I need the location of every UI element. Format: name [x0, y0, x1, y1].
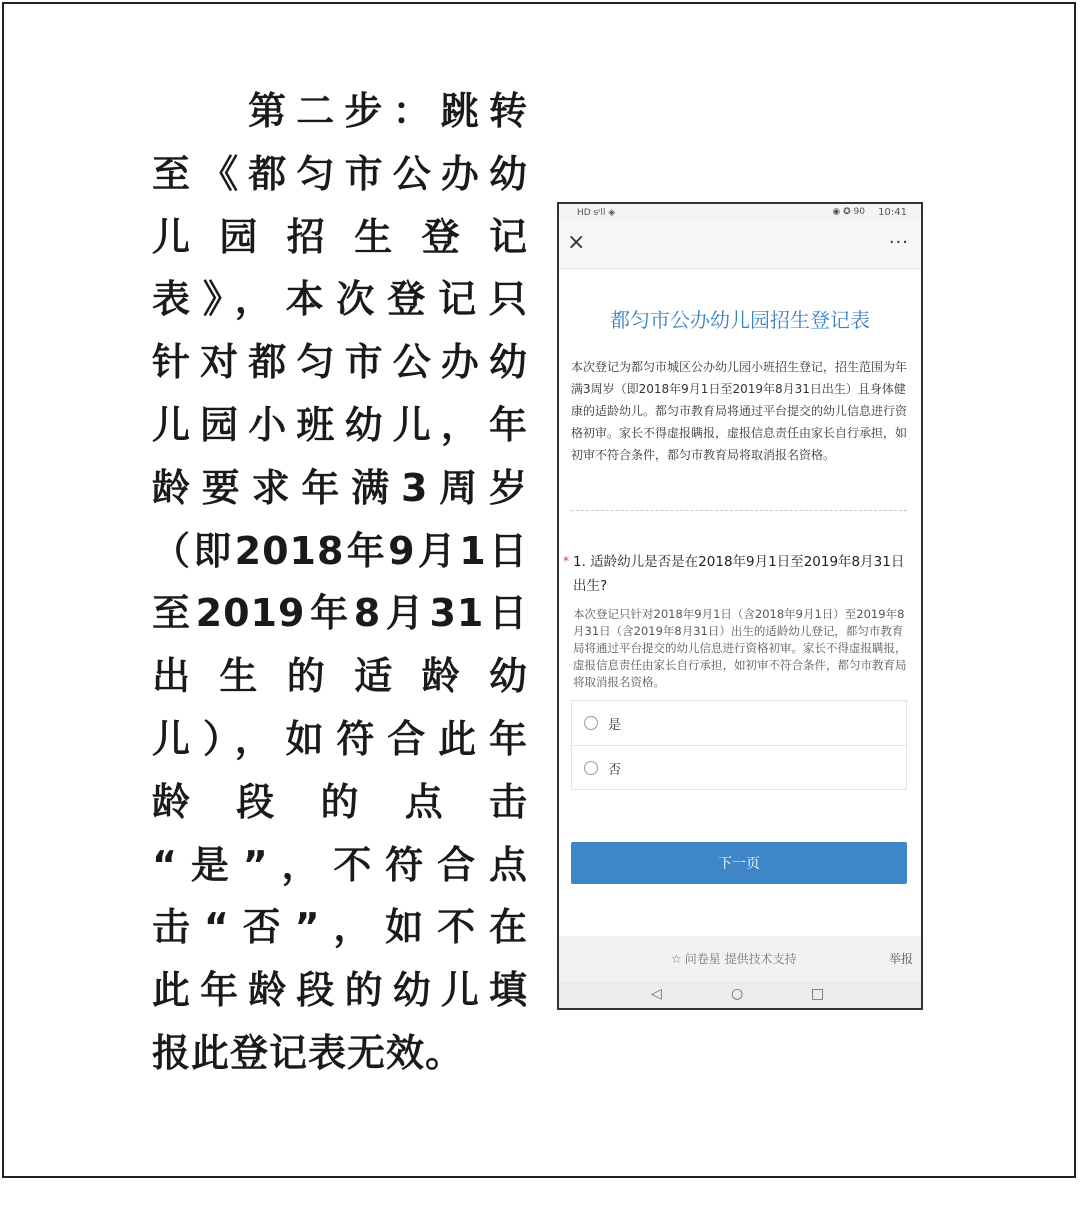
instruction-text	[152, 80, 528, 1085]
more-icon[interactable]: ···	[888, 232, 909, 253]
star-icon: ☆	[671, 952, 682, 966]
instruction-line: 儿园招生登记	[152, 214, 528, 259]
home-icon[interactable]: ○	[731, 986, 744, 1002]
divider	[571, 510, 907, 511]
instruction-line: 击“否”，如不在	[152, 905, 528, 950]
next-page-button[interactable]: 下一页	[571, 842, 907, 884]
instruction-line: 龄段的点击	[152, 779, 528, 824]
brand-link[interactable]	[671, 950, 797, 967]
footer	[559, 936, 921, 982]
radio-circle-icon[interactable]	[584, 716, 598, 730]
status-time: 10:41	[878, 207, 907, 218]
instruction-line: 出生的适龄幼	[152, 654, 528, 699]
instruction-line: 第二步：跳转	[248, 89, 528, 133]
instruction-line: 表》，本次登记只	[152, 277, 528, 322]
radio-group	[571, 700, 907, 790]
instruction-line: 至《都匀市公办幼	[152, 151, 528, 196]
instruction-line: 报此登记表无效。	[152, 1030, 465, 1075]
instruction-line: 此年龄段的幼儿填	[152, 968, 528, 1013]
form-title: 都匀市公办幼儿园招生登记表	[610, 308, 870, 332]
option-label: 是	[608, 717, 622, 733]
instruction-line: 儿园小班幼儿，年	[152, 402, 528, 447]
question-description: 本次登记只针对2018年9月1日（含2018年9月1日）至2019年8月31日（含2019年8月31日）出生的适龄幼儿登记，都匀市教育局将通过平台提交的幼儿信息进行资格初审。家长不得虚报瞒报，虚报信息责任由家长自行承担，如初审不符合条件，都匀市教育局将取消报名资格。	[573, 607, 907, 689]
instruction-line: （即2018年9月1日	[152, 528, 528, 573]
signal-icon: HD ᵴᶦll ◈	[577, 208, 616, 218]
instruction-line: 针对都匀市公办幼	[152, 340, 528, 385]
option-no[interactable]	[572, 746, 906, 790]
question-title: 1. 适龄幼儿是否是在2018年9月1日至2019年8月31日出生?	[573, 554, 905, 594]
nav-bar	[559, 222, 921, 269]
option-label: 否	[608, 762, 622, 778]
required-mark: *	[563, 554, 569, 568]
option-yes[interactable]	[572, 701, 906, 746]
instruction-line: 儿），如符合此年	[152, 716, 528, 761]
radio-circle-icon[interactable]	[584, 761, 598, 775]
system-nav-bar	[559, 982, 921, 1010]
back-icon[interactable]: ◁	[651, 986, 662, 1002]
close-icon[interactable]: ×	[567, 230, 586, 255]
form-intro: 本次登记为都匀市城区公办幼儿园小班招生登记，招生范围为年满3周岁（即2018年9月1日至2019年8月31日出生）且身体健康的适龄幼儿。都匀市教育局将通过平台提交的幼儿信息进行资格初审。家长不得虚报瞒报，虚报信息责任由家长自行承担，如初审不符合条件，都匀市教育局将取消报名资格。	[571, 360, 908, 462]
instruction-line: “是”，不符合点	[152, 842, 528, 887]
instruction-line: 龄要求年满3周岁	[152, 465, 528, 510]
instruction-line: 至2019年8月31日	[152, 591, 528, 636]
status-icons: ◉ ✪ 90	[832, 207, 865, 217]
report-link[interactable]: 举报	[888, 952, 913, 966]
recent-apps-icon[interactable]: □	[811, 986, 825, 1002]
brand-label: 问卷星 提供技术支持	[684, 952, 797, 966]
status-bar	[559, 204, 921, 222]
phone-screenshot	[557, 202, 923, 1010]
